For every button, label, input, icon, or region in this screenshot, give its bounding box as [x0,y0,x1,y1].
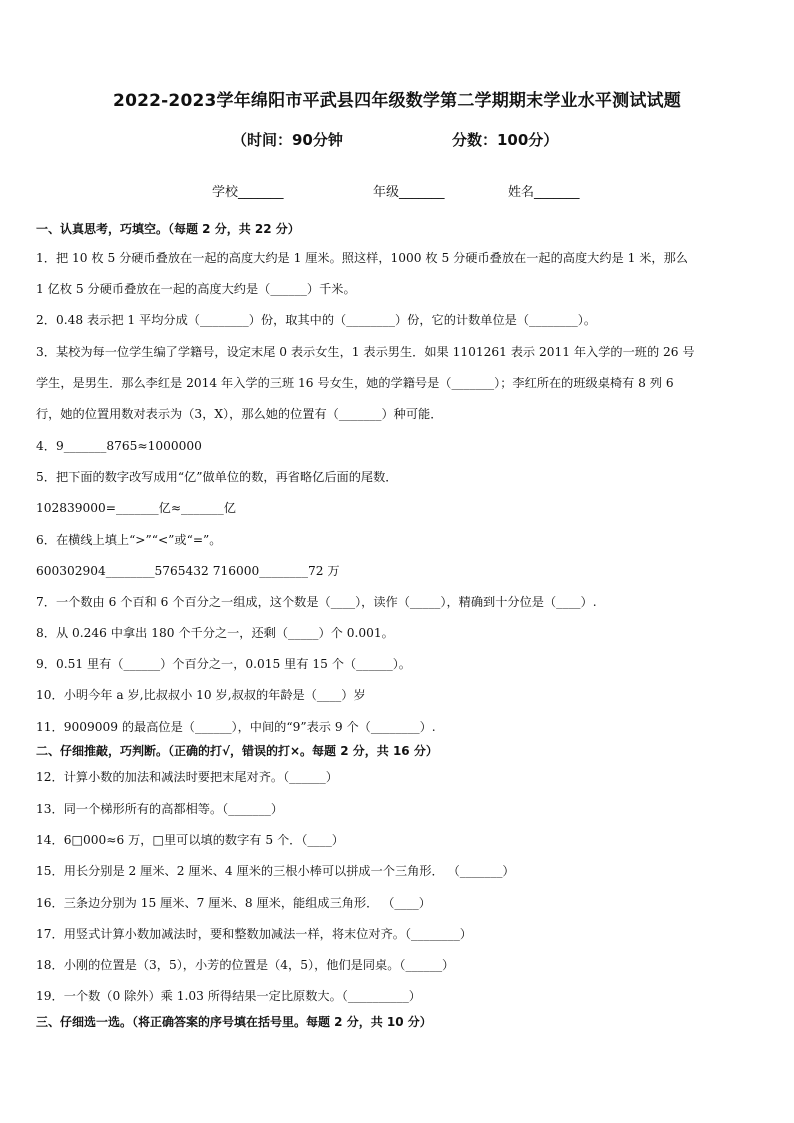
question-1-line-1: 1．把 10 枚 5 分硬币叠放在一起的高度大约是 1 厘米。照这样，1000 枚 5 分硬币叠放在一起的高度大约是 1 米，那么 [36,251,688,265]
grade-field: 年级_______ [373,185,445,200]
question-19: 19．一个数（0 除外）乘 1.03 所得结果一定比原数大。（__________） [36,989,421,1003]
name-field: 姓名_______ [508,185,580,200]
section-1-heading: 一、认真思考，巧填空。（每题 2 分，共 22 分） [36,222,300,236]
time-label: （时间：90分钟 [232,131,343,149]
question-4: 4．9_______8765≈1000000 [36,439,202,453]
question-9: 9．0.51 里有（______）个百分之一，0.015 里有 15 个（______）。 [36,657,411,671]
question-7: 7．一个数由 6 个百和 6 个百分之一组成，这个数是（____），读作（_____），精确到十分位是（____）. [36,595,597,609]
question-1-line-2: 1 亿枚 5 分硬币叠放在一起的高度大约是（______）千米。 [36,282,356,296]
question-13: 13．同一个梯形所有的高都相等。（_______） [36,802,284,816]
question-8: 8．从 0.246 中拿出 180 个千分之一，还剩（_____）个 0.001。 [36,626,394,640]
question-10: 10．小明今年 a 岁,比叔叔小 10 岁,叔叔的年龄是（____）岁 [36,688,366,702]
question-12: 12．计算小数的加法和减法时要把末尾对齐。（______） [36,770,338,784]
page-title: 2022-2023学年绵阳市平武县四年级数学第二学期期末学业水平测试试题 [113,91,681,111]
question-2: 2．0.48 表示把 1 平均分成（________）份，取其中的（________）份，它的计数单位是（________）。 [36,313,597,327]
question-6-blank: 600302904________5765432 716000________72 万 [36,564,340,578]
section-2-heading: 二、仔细推敲，巧判断。（正确的打√，错误的打×。每题 2 分，共 16 分） [36,744,438,758]
question-18: 18．小刚的位置是（3，5），小芳的位置是（4，5），他们是同桌。（______） [36,958,455,972]
question-15: 15．用长分别是 2 厘米、2 厘米、4 厘米的三根小棒可以拼成一个三角形． （_______） [36,864,515,878]
section-3-heading: 三、仔细选一选。（将正确答案的序号填在括号里。每题 2 分，共 10 分） [36,1015,432,1029]
question-14: 14．6□000≈6 万，□里可以填的数字有 5 个．（____） [36,833,344,847]
question-6: 6．在横线上填上“>”“<”或“=”。 [36,533,222,547]
question-11: 11．9009009 的最高位是（______），中间的“9”表示 9 个（________）. [36,720,436,734]
question-3-line-2: 学生，是男生．那么李红是 2014 年入学的三班 16 号女生，她的学籍号是（_______）；李红所在的班级桌椅有 8 列 6 [36,376,674,390]
question-17: 17．用竖式计算小数加减法时，要和整数加减法一样，将末位对齐。（________） [36,927,472,941]
school-field: 学校_______ [212,185,284,200]
question-5: 5．把下面的数字改写成用“亿”做单位的数，再省略亿后面的尾数． [36,470,398,484]
question-3-line-3: 行，她的位置用数对表示为（3，X），那么她的位置有（_______）种可能． [36,407,443,421]
score-label: 分数：100分） [452,131,559,149]
question-5-blank: 102839000=_______亿≈_______亿 [36,501,236,515]
question-3-line-1: 3．某校为每一位学生编了学籍号，设定末尾 0 表示女生，1 表示男生．如果 1101261 表示 2011 年入学的一班的 26 号 [36,345,695,359]
question-16: 16．三条边分别为 15 厘米、7 厘米、8 厘米，能组成三角形． （____） [36,896,431,910]
